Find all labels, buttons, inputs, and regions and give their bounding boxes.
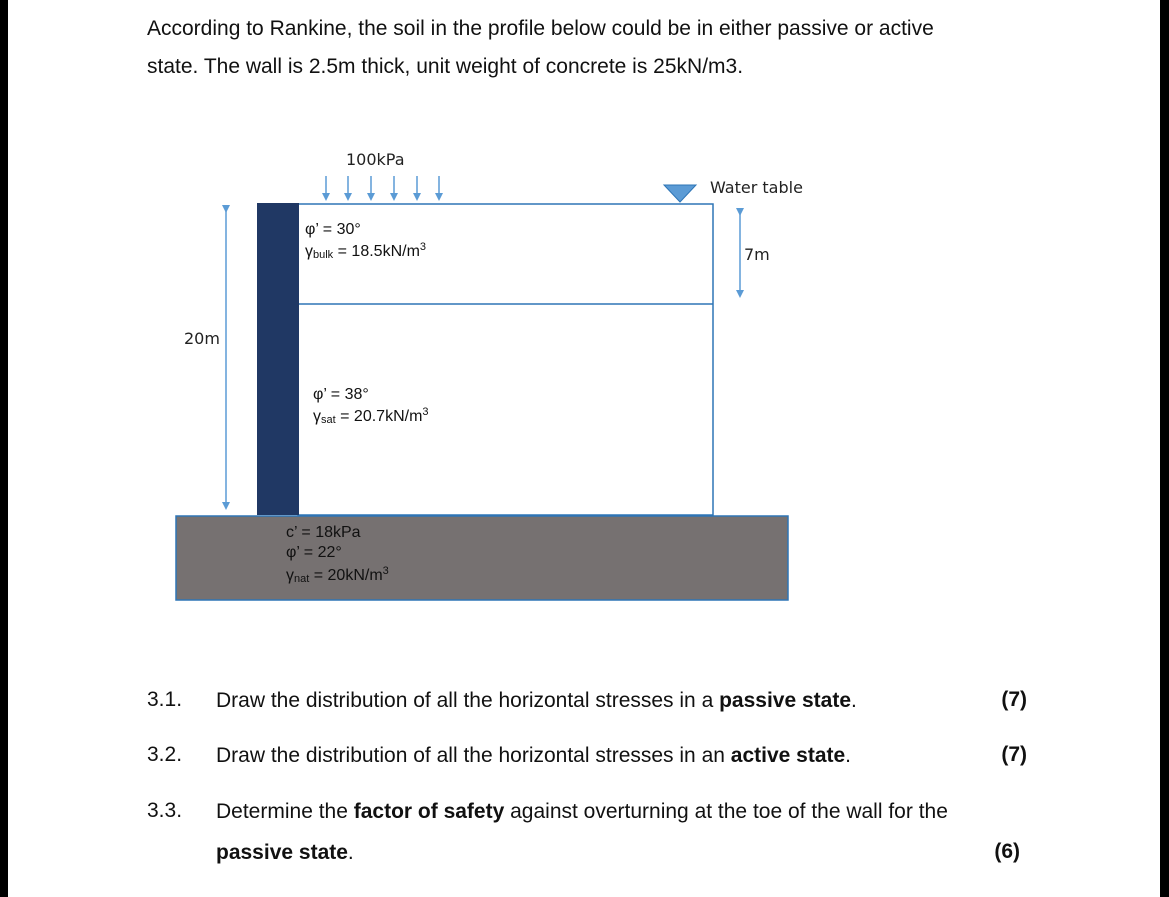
question-number: 3.2. [147,743,183,766]
retaining-wall [257,203,299,515]
water-table-label: Water table [710,178,803,197]
question-3-1 [147,680,1027,721]
question-number: 3.3. [147,799,183,822]
wall-height-label: 20m [184,329,220,348]
question-text: Draw the distribution of all the horizontal stresses in an active state. [216,744,852,767]
foundation-unit-weight: $\gamma nat = 20kN/m^3$ [286,565,389,585]
intro-line-2: state. The wall is 2.5m thick, unit weight of concrete is 25kN/m3. [147,55,744,78]
retaining-wall-diagram [8,0,1160,640]
document-page [8,0,1160,897]
foundation-cohesion: c’ = 18kPa [286,524,361,541]
question-text: Draw the distribution of all the horizontal stresses in a passive state. [216,689,857,712]
water-depth-label: 7m [744,245,770,264]
surcharge-label: 100kPa [346,150,405,169]
question-text: Determine the factor of safety against overturning at the toe of the wall for the passive state. [216,800,948,864]
layer1-unit-weight: γbulk = $18.5kN/m^3$ [305,241,427,261]
question-marks: (7) [1001,688,1027,711]
foundation-layer [176,516,788,600]
question-marks: (7) [1001,743,1027,766]
water-table-icon [664,185,696,202]
foundation-phi: φ’ = 22° [286,544,342,561]
question-marks: (6) [994,840,1020,863]
layer2-phi: φ’ = 38° [313,386,369,403]
layer1-phi: φ’ = 30° [305,221,361,238]
question-number: 3.1. [147,688,183,711]
question-3-3 [147,791,1027,873]
layer2-unit-weight: $\gamma sat = 20.7kN/m^3$ [313,406,429,426]
surcharge-arrows [326,176,439,197]
intro-line-1: According to Rankine, the soil in the profile below could be in either passive or active [147,17,934,40]
question-3-2 [147,735,1027,776]
